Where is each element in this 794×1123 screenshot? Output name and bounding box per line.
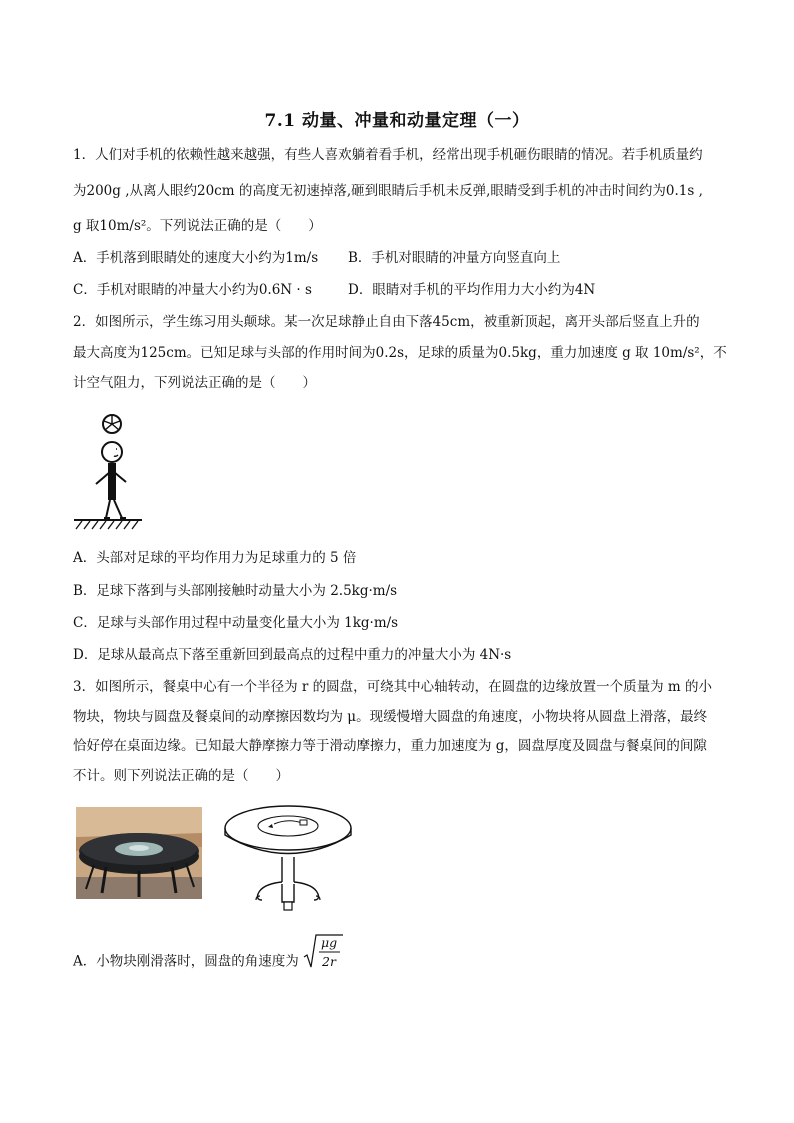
q2-option-d: D．足球从最高点下落至重新回到最高点的过程中重力的冲量大小为 4N·s: [73, 647, 512, 663]
sqrt-expression: [303, 935, 343, 981]
q3-option-a: [73, 935, 343, 981]
q3-stem-line2: 物块，物块与圆盘及餐桌间的动摩擦因数均为 μ。现缓慢增大圆盘的角速度，小物块将从圆盘上滑落，最终: [73, 709, 708, 725]
table-diagram: [222, 802, 356, 918]
q3-stem-line3: 恰好停在桌面边缘。已知最大静摩擦力等于滑动摩擦力，重力加速度为 g，圆盘厚度及圆盘与餐桌间的间隙: [73, 738, 707, 754]
q3-stem-line1: 3．如图所示，餐桌中心有一个半径为 r 的圆盘，可绕其中心轴转动，在圆盘的边缘放置一个质量为 m 的小: [73, 679, 713, 695]
q2-option-b: B．足球下落到与头部刚接触时动量大小为 2.5kg·m/s: [73, 583, 398, 599]
table-photo: [76, 807, 202, 899]
page-title: 7.1 动量、冲量和动量定理（一）: [264, 111, 530, 131]
q1-stem-line1: 1．人们对手机的依赖性越来越强，有些人喜欢躺着看手机，经常出现手机砸伤眼睛的情况。若手机质量约: [73, 147, 703, 163]
fraction-numerator: μg: [321, 935, 338, 950]
q2-stem-line1: 2．如图所示，学生练习用头颠球。某一次足球静止自由下落45cm，被重新顶起，离开头部后竖直上升的: [73, 314, 700, 330]
heading-ball-figure: [70, 408, 150, 534]
q1-stem-line2: 为200g ,从离人眼约20cm 的高度无初速掉落,砸到眼睛后手机未反弹,眼睛受到手机的冲击时间约为0.1s ,: [73, 183, 703, 199]
fraction-denominator: 2r: [322, 954, 336, 969]
q1-option-b: B．手机对眼睛的冲量方向竖直向上: [348, 250, 561, 266]
q2-option-a: A．头部对足球的平均作用力为足球重力的 5 倍: [73, 550, 357, 566]
q2-stem-line2: 最大高度为125cm。已知足球与头部的作用时间为0.2s，足球的质量为0.5kg，重力加速度 g 取 10m/s²，不: [73, 345, 727, 361]
q1-option-a: A．手机落到眼睛处的速度大小约为1m/s: [73, 250, 319, 266]
q2-stem-line3: 计空气阻力，下列说法正确的是（ ）: [73, 375, 316, 391]
q3-stem-line4: 不计。则下列说法正确的是（ ）: [73, 768, 289, 784]
q3-option-a-text: A．小物块刚滑落时，圆盘的角速度为: [73, 953, 299, 970]
q1-stem-line3: g 取10m/s²。下列说法正确的是（ ）: [73, 218, 322, 234]
q2-option-c: C．足球与头部作用过程中动量变化量大小为 1kg·m/s: [73, 615, 399, 631]
q1-option-c: C．手机对眼睛的冲量大小约为0.6N · s: [73, 282, 312, 298]
q1-option-d: D．眼睛对手机的平均作用力大小约为4N: [348, 282, 596, 298]
